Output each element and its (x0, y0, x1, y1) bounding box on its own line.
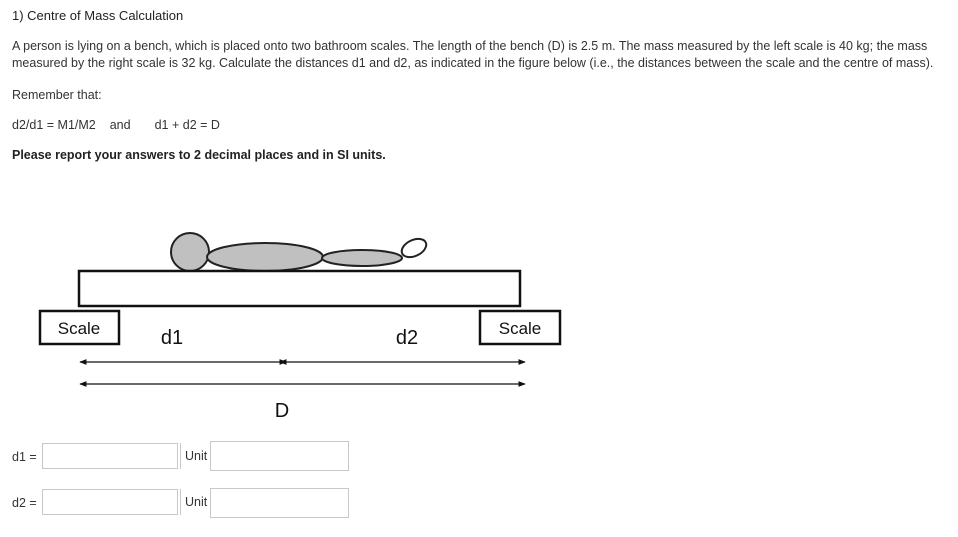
d1-label: d1 (160, 327, 184, 349)
formula-ratio: d2/d1 = M1/M2 (12, 118, 96, 132)
d2-unit-label: Unit (180, 489, 210, 515)
person-illustration (171, 233, 429, 271)
person-feet (399, 235, 429, 260)
d1-input[interactable] (42, 443, 178, 469)
D-label: D (274, 400, 290, 422)
d1-unit-label: Unit (180, 443, 210, 469)
question-title: 1) Centre of Mass Calculation (12, 8, 184, 23)
d2-eq-label: d2 = (12, 496, 37, 510)
d1-eq-label: d1 = (12, 450, 37, 464)
question-paragraph: A person is lying on a bench, which is placed onto two bathroom scales. The length of the bench (D) is 2.5 m. The mass measured by the left scale is 40 kg; the mass measured by the right scale is 32 kg. Calculate the distances d1 and d2, as indicated in the figure below (i.e., the distances between the scale and the centre of mass). (12, 39, 934, 70)
person-head (171, 233, 209, 271)
person-torso (207, 243, 323, 271)
d2-label: d2 (395, 327, 419, 349)
bench-figure (0, 225, 600, 435)
d1-unit-input[interactable] (210, 441, 349, 471)
formula-line (12, 117, 220, 133)
d2-unit-input[interactable] (210, 488, 349, 518)
formula-sum: d1 + d2 = D (154, 118, 220, 132)
bench (79, 271, 520, 306)
remember-text: Remember that: (12, 88, 102, 102)
person-legs (322, 250, 402, 266)
d2-input[interactable] (42, 489, 178, 515)
scale-right-label: Scale (498, 319, 542, 338)
instruction-text: Please report your answers to 2 decimal places and in SI units. (12, 148, 386, 162)
formula-and: and (109, 118, 131, 132)
scale-left-label: Scale (57, 319, 101, 338)
